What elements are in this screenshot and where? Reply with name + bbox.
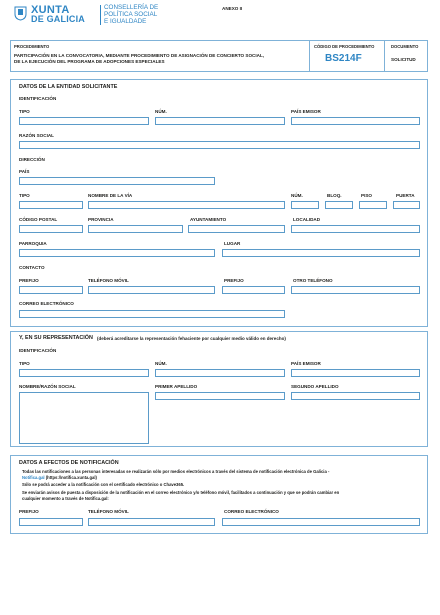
rep-num-label: NÚM. [155,361,167,366]
representative-note: (deberá acreditarse la representación fehaciente por cualquier medio válido en derecho) [97,336,286,341]
applicant-pais-emisor-field[interactable] [291,117,420,125]
rep-apellido1-field[interactable] [155,392,285,400]
ayuntamiento-field[interactable] [188,225,285,233]
notification-line1: Todas las notificaciones a las personas interesadas se realizarán sólo por medios electrónicos a través del sistema de notificación electrónica de Galicia - [22,469,330,474]
applicant-num-label: NÚM. [155,109,167,114]
pais-field[interactable] [19,177,215,185]
rep-nombre-field[interactable] [19,392,149,444]
razon-social-label: RAZÓN SOCIAL [19,133,54,138]
representative-title: Y, EN SU REPRESENTACIÓN [19,335,93,341]
localidad-label: LOCALIDAD [293,217,321,222]
notif-prefijo-label: PREFIJO [19,509,39,514]
rep-pais-emisor-label: PAÍS EMISOR [291,361,321,366]
xunta-logo-icon [14,6,27,21]
procedure-code-label: CÓDIGO DE PROCEDIMIENTO [314,44,375,49]
notification-line4: Se enviarán avisos de puesta a disposición de la notificación en el correo electrónico y/o teléfono móvil, facilitados a continuación y que se podrán cambiar en [22,490,340,495]
notif-movil-label: TELÉFONO MÓVIL [88,509,129,514]
lugar-field[interactable] [222,249,420,257]
prefijo-field[interactable] [19,286,83,294]
applicant-title: DATOS DE LA ENTIDAD SOLICITANTE [19,84,118,90]
bloq-label: BLOQ. [327,193,342,198]
annex-label: ANEXO II [222,6,243,11]
email-field[interactable] [19,310,285,318]
procedure-text-1: PARTICIPACIÓN EN LA CONVOCATORIA, MEDIANTE PROCEDIMIENTO DE ASIGNACIÓN DE CONCIERTO SOCIAL, [14,53,265,58]
notification-line5: cualquier momento a través de Notifica.gal: [22,496,109,501]
notif-email-field[interactable] [222,518,420,526]
rep-tipo-field[interactable] [19,369,149,377]
logo-line2: DE GALICIA [31,14,86,24]
movil-field[interactable] [88,286,215,294]
logo-divider [100,5,101,25]
provincia-field[interactable] [88,225,183,233]
rep-nombre-label: NOMBRE/RAZÓN SOCIAL [19,384,76,389]
document-label: DOCUMENTO [391,44,419,49]
procedure-text-2: DE LA EJECUCIÓN DEL PROGRAMA DE ADOPCIONES ESPECIALES [14,59,165,64]
applicant-tipo-label: TIPO [19,109,30,114]
lugar-label: LUGAR [224,241,241,246]
procedure-code-value: BS214F [325,53,362,64]
prefijo2-label: PREFIJO [224,278,244,283]
notification-line2 [22,475,97,480]
nombre-via-label: NOMBRE DE LA VÍA [88,193,133,198]
applicant-identification-label: IDENTIFICACIÓN [19,96,57,101]
razon-social-field[interactable] [19,141,420,149]
via-tipo-label: TIPO [19,193,30,198]
bloq-field[interactable] [325,201,353,209]
rep-tipo-label: TIPO [19,361,30,366]
pais-label: PAÍS [19,169,30,174]
dept-line1: CONSELLERÍA DE [104,4,159,11]
notifica-url: (https://notifica.xunta.gal) [44,475,97,480]
procedure-divider-2 [384,40,385,72]
parroquia-label: PARROQUIA [19,241,47,246]
rep-apellido2-field[interactable] [291,392,420,400]
applicant-tipo-field[interactable] [19,117,149,125]
rep-apellido1-label: PRIMER APELLIDO [155,384,198,389]
parroquia-field[interactable] [19,249,215,257]
dept-line3: E IGUALDADE [104,18,147,25]
via-tipo-field[interactable] [19,201,83,209]
notification-line3: Sólo se podrá acceder a la notificación con el certificado electrónico o Chave365. [22,482,185,487]
direccion-label: DIRECCIÓN [19,157,45,162]
procedure-label: PROCEDIMIENTO [14,44,50,49]
via-num-label: NÚM. [291,193,303,198]
notif-prefijo-field[interactable] [19,518,83,526]
notif-movil-field[interactable] [88,518,215,526]
rep-pais-emisor-field[interactable] [291,369,420,377]
prefijo-label: PREFIJO [19,278,39,283]
puerta-field[interactable] [393,201,420,209]
nombre-via-field[interactable] [88,201,285,209]
applicant-num-field[interactable] [155,117,285,125]
dept-line2: POLÍTICA SOCIAL [104,11,158,18]
notification-title: DATOS A EFECTOS DE NOTIFICACIÓN [19,460,119,466]
piso-field[interactable] [359,201,387,209]
contacto-label: CONTACTO [19,265,45,270]
otro-telefono-field[interactable] [291,286,420,294]
codigo-postal-field[interactable] [19,225,83,233]
rep-identification-label: IDENTIFICACIÓN [19,348,57,353]
applicant-pais-emisor-label: PAÍS EMISOR [291,109,321,114]
localidad-field[interactable] [291,225,420,233]
notifica-link[interactable]: Notifica.gal [22,475,45,480]
notif-email-label: CORREO ELECTRÓNICO [224,509,279,514]
codigo-postal-label: CÓDIGO POSTAL [19,217,58,222]
ayuntamiento-label: AYUNTAMIENTO [190,217,227,222]
provincia-label: PROVINCIA [88,217,114,222]
document-value: SOLICITUD [391,57,416,62]
piso-label: PISO [361,193,372,198]
movil-label: TELÉFONO MÓVIL [88,278,129,283]
via-num-field[interactable] [291,201,319,209]
rep-apellido2-label: SEGUNDO APELLIDO [291,384,339,389]
procedure-divider-1 [309,40,310,72]
logo-line1: XUNTA [31,4,70,16]
puerta-label: PUERTA [396,193,415,198]
prefijo2-field[interactable] [222,286,285,294]
email-label: CORREO ELECTRÓNICO [19,301,74,306]
otro-telefono-label: OTRO TELÉFONO [293,278,333,283]
rep-num-field[interactable] [155,369,285,377]
